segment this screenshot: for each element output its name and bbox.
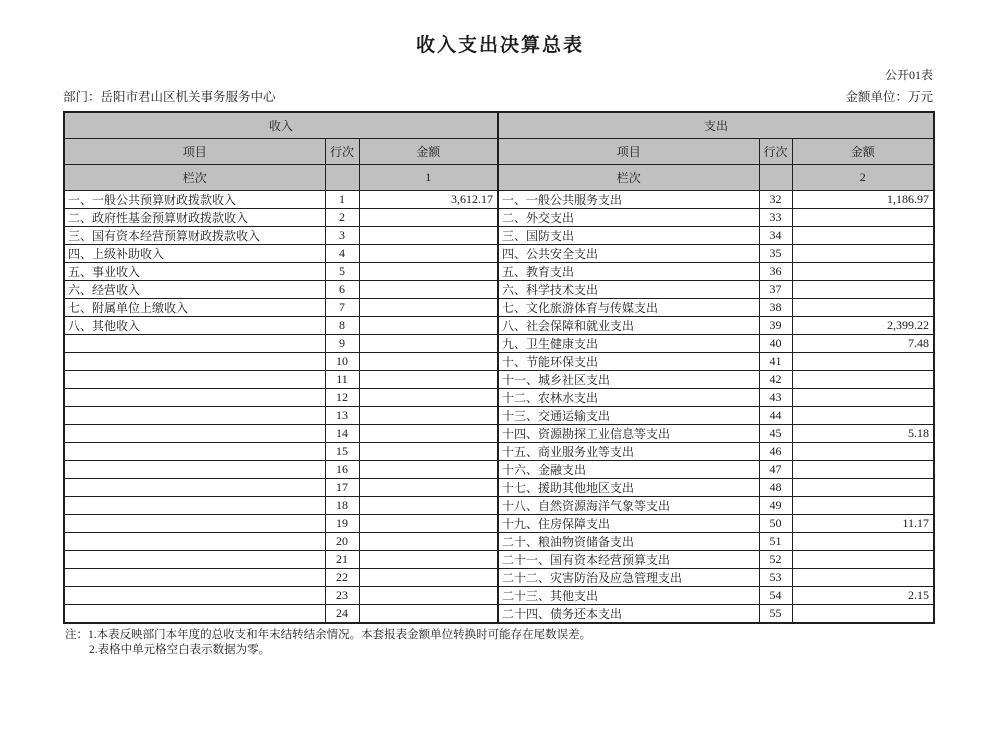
expenditure-line-cell: 48 bbox=[759, 478, 792, 496]
income-item-cell bbox=[64, 478, 325, 496]
expenditure-line-cell: 35 bbox=[759, 244, 792, 262]
income-item-cell: 六、经营收入 bbox=[64, 280, 325, 298]
table-row bbox=[64, 442, 934, 460]
income-amount-cell bbox=[359, 262, 498, 280]
table-row bbox=[64, 316, 934, 334]
expenditure-amount-cell bbox=[792, 460, 934, 478]
income-item-cell: 四、上级补助收入 bbox=[64, 244, 325, 262]
expenditure-amount-cell: 11.17 bbox=[792, 514, 934, 532]
income-amount-cell bbox=[359, 586, 498, 604]
note-line-1: 1.本表反映部门本年度的总收支和年末结转结余情况。本套报表金额单位转换时可能存在尾数误差。 bbox=[88, 628, 592, 641]
income-amount-cell bbox=[359, 478, 498, 496]
table-row bbox=[64, 550, 934, 568]
expenditure-item-cell: 七、文化旅游体育与传媒支出 bbox=[498, 298, 759, 316]
expenditure-item-cell: 六、科学技术支出 bbox=[498, 280, 759, 298]
expenditure-item-cell: 十九、住房保障支出 bbox=[498, 514, 759, 532]
expenditure-item-cell: 二十、粮油物资储备支出 bbox=[498, 532, 759, 550]
income-amount-cell bbox=[359, 604, 498, 623]
expenditure-line-cell: 54 bbox=[759, 586, 792, 604]
footnotes bbox=[65, 628, 1000, 658]
expenditure-amount-cell bbox=[792, 604, 934, 623]
income-item-cell bbox=[64, 442, 325, 460]
income-amount-cell bbox=[359, 352, 498, 370]
expenditure-line-cell: 45 bbox=[759, 424, 792, 442]
expenditure-line-cell: 32 bbox=[759, 190, 792, 208]
income-section-header: 收入 bbox=[64, 112, 498, 138]
table-row bbox=[64, 262, 934, 280]
expenditure-item-cell: 十七、援助其他地区支出 bbox=[498, 478, 759, 496]
income-amount-cell: 3,612.17 bbox=[359, 190, 498, 208]
income-amount-cell bbox=[359, 280, 498, 298]
table-row bbox=[64, 298, 934, 316]
income-line-cell: 3 bbox=[325, 226, 359, 244]
expenditure-line-cell: 41 bbox=[759, 352, 792, 370]
table-row bbox=[64, 370, 934, 388]
income-line-cell: 9 bbox=[325, 334, 359, 352]
income-item-cell: 八、其他收入 bbox=[64, 316, 325, 334]
expenditure-item-cell: 二、外交支出 bbox=[498, 208, 759, 226]
table-row bbox=[64, 388, 934, 406]
expenditure-item-cell: 十六、金融支出 bbox=[498, 460, 759, 478]
income-line-cell: 19 bbox=[325, 514, 359, 532]
expenditure-index-label: 栏次 bbox=[498, 164, 759, 190]
income-line-cell: 8 bbox=[325, 316, 359, 334]
meta-line bbox=[63, 87, 933, 105]
expenditure-line-cell: 44 bbox=[759, 406, 792, 424]
expenditure-item-cell: 十四、资源勘探工业信息等支出 bbox=[498, 424, 759, 442]
table-row bbox=[64, 514, 934, 532]
income-amount-header: 金额 bbox=[359, 138, 498, 164]
income-item-cell bbox=[64, 370, 325, 388]
income-line-cell: 7 bbox=[325, 298, 359, 316]
income-index-number: 1 bbox=[359, 164, 498, 190]
income-amount-cell bbox=[359, 532, 498, 550]
expenditure-line-cell: 47 bbox=[759, 460, 792, 478]
income-line-cell: 1 bbox=[325, 190, 359, 208]
expenditure-line-cell: 33 bbox=[759, 208, 792, 226]
income-item-cell bbox=[64, 496, 325, 514]
expenditure-item-cell: 十、节能环保支出 bbox=[498, 352, 759, 370]
expenditure-amount-cell: 2,399.22 bbox=[792, 316, 934, 334]
expenditure-item-cell: 五、教育支出 bbox=[498, 262, 759, 280]
expenditure-line-cell: 37 bbox=[759, 280, 792, 298]
income-amount-cell bbox=[359, 244, 498, 262]
section-header-row bbox=[64, 112, 934, 138]
expenditure-item-cell: 十八、自然资源海洋气象等支出 bbox=[498, 496, 759, 514]
expenditure-line-cell: 40 bbox=[759, 334, 792, 352]
expenditure-amount-cell bbox=[792, 568, 934, 586]
income-item-cell bbox=[64, 514, 325, 532]
income-line-cell: 10 bbox=[325, 352, 359, 370]
expenditure-amount-cell bbox=[792, 352, 934, 370]
expenditure-amount-cell bbox=[792, 298, 934, 316]
expenditure-amount-cell bbox=[792, 478, 934, 496]
income-line-cell: 12 bbox=[325, 388, 359, 406]
income-line-cell: 22 bbox=[325, 568, 359, 586]
table-row bbox=[64, 424, 934, 442]
income-amount-cell bbox=[359, 208, 498, 226]
income-item-cell bbox=[64, 532, 325, 550]
expenditure-line-cell: 36 bbox=[759, 262, 792, 280]
income-line-cell: 4 bbox=[325, 244, 359, 262]
final-accounts-table bbox=[63, 111, 935, 624]
expenditure-line-cell: 42 bbox=[759, 370, 792, 388]
document-page bbox=[0, 30, 1000, 736]
income-line-cell: 15 bbox=[325, 442, 359, 460]
expenditure-item-cell: 十五、商业服务业等支出 bbox=[498, 442, 759, 460]
income-amount-cell bbox=[359, 370, 498, 388]
expenditure-line-cell: 51 bbox=[759, 532, 792, 550]
income-item-cell: 五、事业收入 bbox=[64, 262, 325, 280]
expenditure-amount-cell bbox=[792, 262, 934, 280]
table-row bbox=[64, 280, 934, 298]
note-line-2: 2.表格中单元格空白表示数据为零。 bbox=[89, 643, 271, 656]
income-line-cell: 6 bbox=[325, 280, 359, 298]
expenditure-item-cell: 二十四、债务还本支出 bbox=[498, 604, 759, 623]
income-amount-cell bbox=[359, 442, 498, 460]
income-item-cell bbox=[64, 334, 325, 352]
table-header bbox=[64, 112, 934, 190]
expenditure-item-cell: 十一、城乡社区支出 bbox=[498, 370, 759, 388]
expenditure-line-header: 行次 bbox=[759, 138, 792, 164]
table-body bbox=[64, 190, 934, 623]
expenditure-item-header: 项目 bbox=[498, 138, 759, 164]
note-prefix: 注： bbox=[65, 628, 88, 641]
expenditure-item-cell: 二十三、其他支出 bbox=[498, 586, 759, 604]
expenditure-item-cell: 十三、交通运输支出 bbox=[498, 406, 759, 424]
unit-label: 金额单位：万元 bbox=[845, 90, 933, 104]
table-row bbox=[64, 586, 934, 604]
expenditure-item-cell: 十二、农林水支出 bbox=[498, 388, 759, 406]
expenditure-line-cell: 52 bbox=[759, 550, 792, 568]
income-line-header: 行次 bbox=[325, 138, 359, 164]
department-label: 部门：岳阳市君山区机关事务服务中心 bbox=[63, 90, 276, 104]
expenditure-amount-cell bbox=[792, 532, 934, 550]
table-row bbox=[64, 532, 934, 550]
expenditure-line-cell: 38 bbox=[759, 298, 792, 316]
income-line-cell: 17 bbox=[325, 478, 359, 496]
expenditure-item-cell: 二十一、国有资本经营预算支出 bbox=[498, 550, 759, 568]
income-item-cell bbox=[64, 406, 325, 424]
income-item-cell bbox=[64, 604, 325, 623]
expenditure-amount-cell bbox=[792, 280, 934, 298]
expenditure-amount-cell: 5.18 bbox=[792, 424, 934, 442]
expenditure-item-cell: 九、卫生健康支出 bbox=[498, 334, 759, 352]
expenditure-index-number: 2 bbox=[792, 164, 934, 190]
income-item-cell: 七、附属单位上缴收入 bbox=[64, 298, 325, 316]
table-row bbox=[64, 568, 934, 586]
income-item-cell bbox=[64, 550, 325, 568]
income-line-cell: 5 bbox=[325, 262, 359, 280]
income-amount-cell bbox=[359, 388, 498, 406]
column-index-row bbox=[64, 164, 934, 190]
table-row bbox=[64, 478, 934, 496]
income-line-cell: 23 bbox=[325, 586, 359, 604]
expenditure-line-cell: 34 bbox=[759, 226, 792, 244]
page-title: 收入支出决算总表 bbox=[415, 35, 584, 56]
expenditure-amount-cell bbox=[792, 406, 934, 424]
expenditure-amount-cell bbox=[792, 208, 934, 226]
expenditure-amount-cell bbox=[792, 550, 934, 568]
expenditure-line-cell: 43 bbox=[759, 388, 792, 406]
expenditure-amount-header: 金额 bbox=[792, 138, 934, 164]
income-line-cell: 2 bbox=[325, 208, 359, 226]
income-amount-cell bbox=[359, 316, 498, 334]
expenditure-amount-cell: 1,186.97 bbox=[792, 190, 934, 208]
income-line-cell: 11 bbox=[325, 370, 359, 388]
expenditure-amount-cell bbox=[792, 370, 934, 388]
expenditure-amount-cell bbox=[792, 442, 934, 460]
income-line-cell: 14 bbox=[325, 424, 359, 442]
expenditure-line-cell: 46 bbox=[759, 442, 792, 460]
income-line-cell: 21 bbox=[325, 550, 359, 568]
table-row bbox=[64, 496, 934, 514]
income-line-cell: 20 bbox=[325, 532, 359, 550]
table-row bbox=[64, 226, 934, 244]
expenditure-amount-cell: 7.48 bbox=[792, 334, 934, 352]
income-line-cell: 24 bbox=[325, 604, 359, 623]
table-row bbox=[64, 208, 934, 226]
table-code: 公开01表 bbox=[884, 68, 933, 82]
income-item-cell bbox=[64, 388, 325, 406]
expenditure-item-cell: 三、国防支出 bbox=[498, 226, 759, 244]
income-amount-cell bbox=[359, 568, 498, 586]
income-amount-cell bbox=[359, 514, 498, 532]
income-amount-cell bbox=[359, 334, 498, 352]
income-amount-cell bbox=[359, 424, 498, 442]
income-amount-cell bbox=[359, 550, 498, 568]
income-index-blank bbox=[325, 164, 359, 190]
expenditure-line-cell: 55 bbox=[759, 604, 792, 623]
column-header-row bbox=[64, 138, 934, 164]
table-row bbox=[64, 406, 934, 424]
income-amount-cell bbox=[359, 226, 498, 244]
expenditure-index-blank bbox=[759, 164, 792, 190]
income-amount-cell bbox=[359, 298, 498, 316]
income-item-cell bbox=[64, 586, 325, 604]
income-item-cell: 二、政府性基金预算财政拨款收入 bbox=[64, 208, 325, 226]
income-item-cell bbox=[64, 424, 325, 442]
expenditure-line-cell: 50 bbox=[759, 514, 792, 532]
income-line-cell: 13 bbox=[325, 406, 359, 424]
expenditure-section-header: 支出 bbox=[498, 112, 934, 138]
income-line-cell: 16 bbox=[325, 460, 359, 478]
expenditure-amount-cell: 2.15 bbox=[792, 586, 934, 604]
table-row bbox=[64, 352, 934, 370]
expenditure-item-cell: 四、公共安全支出 bbox=[498, 244, 759, 262]
table-row bbox=[64, 244, 934, 262]
income-item-header: 项目 bbox=[64, 138, 325, 164]
expenditure-amount-cell bbox=[792, 496, 934, 514]
income-index-label: 栏次 bbox=[64, 164, 325, 190]
expenditure-item-cell: 二十二、灾害防治及应急管理支出 bbox=[498, 568, 759, 586]
table-row bbox=[64, 190, 934, 208]
table-row bbox=[64, 460, 934, 478]
expenditure-amount-cell bbox=[792, 244, 934, 262]
table-row bbox=[64, 334, 934, 352]
table-row bbox=[64, 604, 934, 623]
income-amount-cell bbox=[359, 460, 498, 478]
expenditure-line-cell: 39 bbox=[759, 316, 792, 334]
income-item-cell: 一、一般公共预算财政拨款收入 bbox=[64, 190, 325, 208]
expenditure-amount-cell bbox=[792, 226, 934, 244]
expenditure-line-cell: 49 bbox=[759, 496, 792, 514]
income-amount-cell bbox=[359, 496, 498, 514]
expenditure-item-cell: 一、一般公共服务支出 bbox=[498, 190, 759, 208]
income-amount-cell bbox=[359, 406, 498, 424]
income-item-cell bbox=[64, 352, 325, 370]
income-item-cell bbox=[64, 460, 325, 478]
income-item-cell bbox=[64, 568, 325, 586]
income-line-cell: 18 bbox=[325, 496, 359, 514]
expenditure-item-cell: 八、社会保障和就业支出 bbox=[498, 316, 759, 334]
income-item-cell: 三、国有资本经营预算财政拨款收入 bbox=[64, 226, 325, 244]
expenditure-amount-cell bbox=[792, 388, 934, 406]
expenditure-line-cell: 53 bbox=[759, 568, 792, 586]
